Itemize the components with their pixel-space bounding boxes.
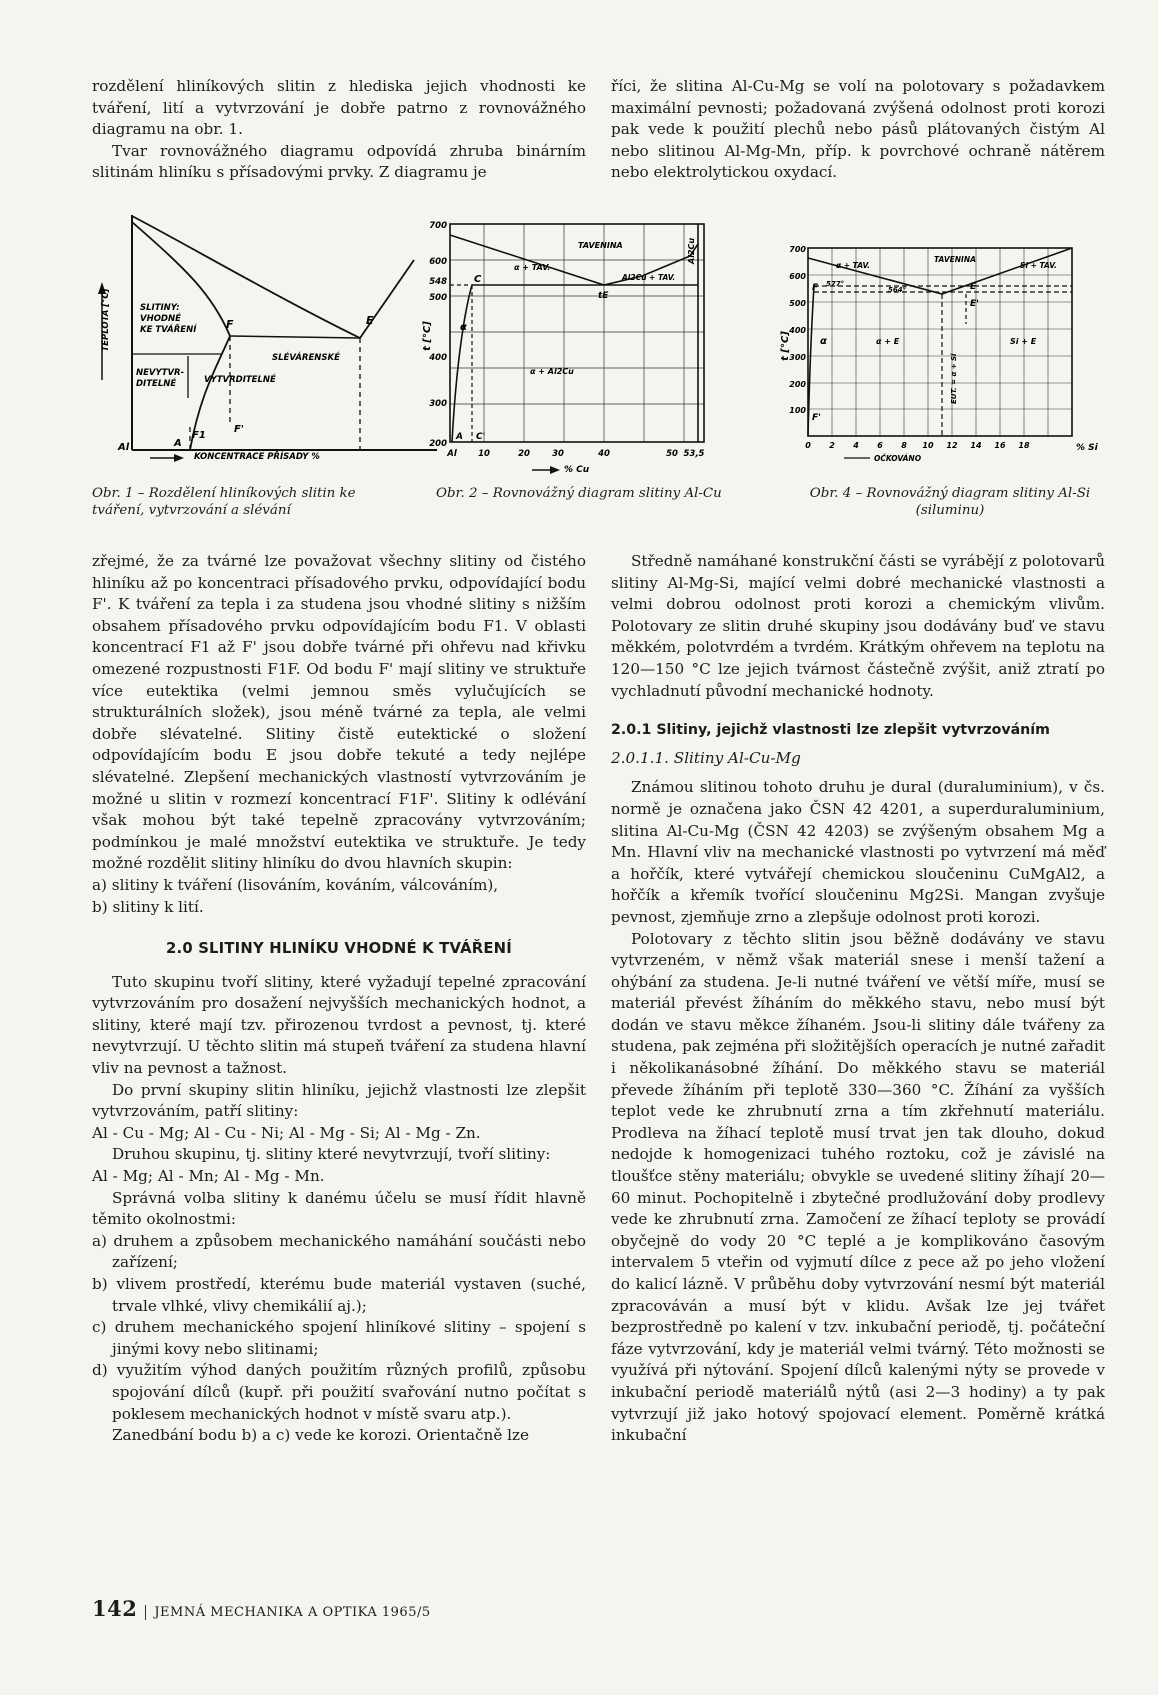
label-forming: KE TVÁŘENÍ xyxy=(140,325,197,335)
x-tick-label: 14 xyxy=(970,441,982,450)
axis-origin-label: Al xyxy=(118,442,130,453)
axis-x-sublabel: OČKOVÁNO xyxy=(874,454,922,463)
label-nonhardenable: DITELNÉ xyxy=(136,379,177,389)
x-tick-label: 10 xyxy=(922,441,934,450)
point-label: F xyxy=(812,283,819,293)
point-label: tE xyxy=(598,291,609,301)
list-item: a) slitiny k tváření (lisováním, kováním, válcováním), xyxy=(92,875,499,894)
caption-line: Obr. 4 – Rovnovážný diagram slitiny Al-Si xyxy=(809,486,1091,501)
paragraph: Al - Cu - Mg; Al - Cu - Ni; Al - Mg - Si; Al - Mg - Zn. xyxy=(92,1123,481,1142)
axis-x-label: % Si xyxy=(1076,443,1098,453)
y-tick-label: 300 xyxy=(789,353,806,362)
y-tick-label: 400 xyxy=(789,326,806,335)
page-footer xyxy=(92,1596,431,1621)
figure-4-caption xyxy=(786,485,1114,519)
point-label: E' xyxy=(970,299,979,309)
region-label: TAVENINA xyxy=(578,241,623,250)
region-label: TAVENINA xyxy=(934,255,976,264)
x-tick-label: 50 xyxy=(666,449,678,459)
region-label: α xyxy=(820,336,827,347)
paragraph: Druhou skupinu, tj. slitiny které nevytvrzují, tvoří slitiny: xyxy=(112,1145,551,1164)
point-label: F1 xyxy=(192,430,206,441)
figure-4 xyxy=(780,244,1104,464)
temperature-label: 564° xyxy=(888,286,907,294)
compound-label: Al2Cu xyxy=(687,237,696,264)
caption-line: (siluminu) xyxy=(915,503,985,518)
list-item: a) druhem a způsobem mechanického namáhání součásti nebo zařízení; xyxy=(92,1231,586,1272)
point-label: E xyxy=(366,314,374,327)
x-tick-label: Al xyxy=(447,449,457,459)
figure-2 xyxy=(422,218,754,478)
region-label: α xyxy=(460,322,467,333)
paragraph: rozdělení hliníkových slitin z hlediska jejich vhodnosti ke tváření, lití a vytvrzování je dobře patrno z rovnovážného diagramu na obr. 1. xyxy=(92,77,586,139)
label-forming: SLITINY: xyxy=(140,303,180,313)
x-tick-label: 20 xyxy=(518,449,530,459)
list-item: b) slitiny k lití. xyxy=(92,897,204,916)
region-label: Si + TAV. xyxy=(1020,261,1057,270)
y-tick-label: 300 xyxy=(429,399,447,409)
paragraph: Al - Mg; Al - Mn; Al - Mg - Mn. xyxy=(92,1167,325,1186)
y-tick-label: 500 xyxy=(429,293,447,303)
paragraph: Zanedbání bodu b) a c) vede ke korozi. Orientačně lze xyxy=(112,1426,529,1445)
x-tick-label: 2 xyxy=(829,441,835,450)
label-forming: VHODNÉ xyxy=(140,314,181,324)
point-label: E xyxy=(970,282,977,292)
axis-y-label: TEPLOTA [°C] xyxy=(101,288,111,352)
figure-1 xyxy=(92,210,442,460)
label-nonhardenable: NEVYTVR- xyxy=(136,368,185,378)
y-tick-label: 500 xyxy=(789,299,806,308)
paragraph: zřejmé, že za tvárné lze považovat všechny slitiny od čistého hliníku až po koncentraci přísadového prvku, odpovídající bodu F'. K tváření za tepla i za studena jsou vhodné slitiny s nižším obsahem přísadového prvku odpovídajícím bodu F1. V oblasti koncentrací F1 až F' jsou dobře tvárné při ohřevu nad křivku omezené rozpustnosti F1F. Od bodu F' mají slitiny ve struktuře více eutektika (velmi jemnou směs vylučujících se strukturálních složek), jsou méně tvárné za tepla, ale velmi dobře slévatelné. Slitiny čistě eutektické o složení odpovídajícím bodu E jsou dobře tekuté a tedy nejlépe slévatelné. Zlepšení mechanických vlastností vytvrzováním je možné u slitin v rozmezí koncentrací F1F'. Slitiny k odlévání však mohou být také tepelně zpracovány vytvrzováním; podmínkou je malé množství eutektika ve struktuře. Je tedy možné rozdělit slitiny hliníku do dvou hlavních skupin: xyxy=(92,552,586,873)
y-tick-label: 200 xyxy=(429,439,447,449)
point-label: F' xyxy=(812,413,821,423)
left-column xyxy=(92,551,586,1447)
paragraph: Tvar rovnovážného diagramu odpovídá zhruba binárním slitinám hliníku s přísadovými prvky. Z diagramu je xyxy=(92,141,586,182)
y-tick-label: 600 xyxy=(789,272,806,281)
x-tick-label: 4 xyxy=(853,441,859,450)
paragraph: Polotovary z těchto slitin jsou běžně dodávány ve stavu vytvrzeném, v němž však materiál snese i menší tažení a ohýbání za studena. Je-li nutné tváření ve větší míře, musí se materiál převést žíháním do měkkého stavu, nebo musí být dodán ve stavu měkce žíhaném. Jsou-li slitiny dále tvářeny za studena, pak zejména při složitějších operacích je nutné zařadit i několikanásobné žíhání. Do měkkého stavu se materiál převede žíháním při teplotě 330—360 °C. Žíhání za vyšších teplot vede ke zhrubnutí zrna a tím zkřehnutí materiálu. Prodleva na žíhací teplotě musí trvat jen tak dlouho, dokud nedojde k homogenizaci tuhého roztoku, což je závislé na tloušťce stěny materiálu; obvykle se uvedené slitiny žíhají 20—60 minut. Pochopitelně i zbytečné prodlužování doby prodlevy vede ke zhrubnutí zrna. Zamočení ze žíhací teploty se provádí obyčejně do vody 20 °C teplé a je komplikováno časovým intervalem 5 vteřin od vyjmutí dílce z pece až po jeho vložení do kalicí lázně. V průběhu doby vytvrzování nesmí být materiál zpracováván a musí být v klidu. Avšak lze jej tvářet bezprostředně po kalení v tzv. inkubační periodě, tj. počáteční fáze vytvrzování, kdy je materiál velmi tvárný. Této možnosti se využívá při nýtování. Spojení dílců kalenými nýty se provede v inkubační periodě materiálů nýtů (asi 2—3 hodiny) a ty pak vytvrzují již jako hotový spojovací element. Poměrně krátká inkubační xyxy=(611,929,1105,1445)
region-label: α + Al2Cu xyxy=(530,367,574,376)
subsubsection-heading: 2.0.1.1. Slitiny Al-Cu-Mg xyxy=(611,748,801,767)
y-tick-label: 548 xyxy=(429,277,447,287)
point-label: A xyxy=(456,432,463,442)
y-tick-label: 200 xyxy=(789,380,806,389)
figure-2-caption: Obr. 2 – Rovnovážný diagram slitiny Al-Cu xyxy=(436,486,722,501)
list-item: d) využitím výhod daných použitím různých profilů, způsobu spojování dílců (kupř. při použití svařování nutno počítat s poklesem mechanických hodnot v místě svaru atp.). xyxy=(92,1361,586,1423)
svg-text:30: 30 xyxy=(552,449,564,459)
y-tick-label: 600 xyxy=(429,257,447,267)
paragraph: říci, že slitina Al-Cu-Mg se volí na polotovary s požadavkem maximální pevnosti; požadovaná zvýšená odolnost proti korozi pak vede k použití plechů nebo pásů plátovaných čistým Al nebo slitinou Al-Mg-Mn, příp. k povrchové ochraně nátěrem nebo elektrolytickou oxydací. xyxy=(611,77,1105,182)
x-tick-label: 8 xyxy=(901,441,907,450)
axis-y-label: t [°C] xyxy=(422,321,433,351)
right-column xyxy=(611,551,1105,1447)
x-tick-label: 12 xyxy=(946,441,958,450)
temperature-label: 577° xyxy=(826,280,845,288)
point-label: A xyxy=(174,438,182,449)
point-label: F' xyxy=(234,424,244,435)
region-label: α + TAV. xyxy=(514,263,551,272)
x-tick-label: 18 xyxy=(1018,441,1030,450)
region-label: α + E xyxy=(876,337,900,346)
region-label: Al2Cu + TAV. xyxy=(622,273,676,282)
section-heading: 2.0 SLITINY HLINÍKU VHODNÉ K TVÁŘENÍ xyxy=(166,940,512,958)
point-label: F xyxy=(226,318,234,331)
y-tick-label: 700 xyxy=(789,245,806,254)
paragraph: Tuto skupinu tvoří slitiny, které vyžadují tepelné zpracování vytvrzováním pro dosažení nejvyšších mechanických hodnot, a slitiny, které mají tzv. přirozenou tvrdost a pevnost, tj. které nevytvrzují. U těchto slitin má stupeň tváření za studena hlavní vliv na pevnost a tažnost. xyxy=(92,972,586,1078)
label-hardenable: VYTVRDITELNÉ xyxy=(204,375,276,385)
y-tick-label: 400 xyxy=(429,353,447,363)
x-tick-label: 16 xyxy=(994,441,1006,450)
region-label: EUT. = α + Si xyxy=(950,353,958,404)
region-label: Si + E xyxy=(1010,337,1037,346)
list-item: c) druhem mechanického spojení hliníkové slitiny – spojení s jinými kovy nebo slitinami; xyxy=(92,1318,586,1358)
x-tick-label: 40 xyxy=(598,449,610,459)
x-tick-label: 53,5 xyxy=(683,449,705,459)
paragraph: Středně namáhané konstrukční části se vyrábějí z polotovarů slitiny Al-Mg-Si, mající velmi dobré mechanické vlastnosti a velmi dobrou odolnost proti korozi a chemickým vlivům. Polotovary ze slitin druhé skupiny jsou dodávány buď ve stavu měkkém, polotvrdém a tvrdém. Krátkým ohřevem na teplotu na 120—150 °C lze jejich tvárnost částečně zvýšit, aniž ztratí po vychladnutí původní mechanické hodnoty. xyxy=(611,552,1105,700)
figure-1-caption: Obr. 1 – Rozdělení hliníkových slitin ke tváření, vytvrzování a slévání xyxy=(92,486,356,518)
top-right-column xyxy=(611,76,1105,184)
page-number: 142 xyxy=(92,1596,138,1621)
axis-x-label: KONCENTRACE PŘÍSADY % xyxy=(194,452,320,462)
label-casting: SLÉVÁRENSKÉ xyxy=(272,353,340,363)
paragraph: Do první skupiny slitin hliníku, jejichž vlastnosti lze zlepšit vytvrzováním, patří slitiny: xyxy=(92,1080,586,1121)
point-label: C xyxy=(474,274,482,285)
x-tick-label: 0 xyxy=(805,441,811,450)
list-item: b) vlivem prostředí, kterému bude materiál vystaven (suché, trvale vlhké, vlivy chemikálií aj.); xyxy=(92,1275,586,1315)
y-tick-label: 700 xyxy=(429,221,447,231)
paragraph: Správná volba slitiny k danému účelu se musí řídit hlavně těmito okolnostmi: xyxy=(92,1188,586,1229)
axis-y-label: t [°C] xyxy=(780,331,791,361)
x-tick-label: 10 xyxy=(478,449,490,459)
paragraph: Známou slitinou tohoto druhu je dural (duraluminium), v čs. normě je označena jako ČSN 42 4201, a superduraluminium, slitina Al-Cu-Mg (ČSN 42 4203) se zvýšeným obsahem Mg a Mn. Hlavní vliv na mechanické vlastnosti po vytvrzení má měď a hořčík, které vytvářejí chemickou sloučeninu CuMgAl2, a hořčík a křemík tvořící sloučeninu Mg2Si. Mangan zvyšuje pevnost, zjemňuje zrno a zlepšuje odolnost proti korozi. xyxy=(611,778,1105,926)
axis-x-label: % Cu xyxy=(564,465,590,475)
subsection-heading: 2.0.1 Slitiny, jejichž vlastnosti lze zlepšit vytvrzováním xyxy=(611,722,1050,739)
point-label: C' xyxy=(476,432,486,442)
journal-name: JEMNÁ MECHANIKA A OPTIKA 1965/5 xyxy=(154,1605,431,1620)
x-tick-label: 6 xyxy=(877,441,883,450)
region-label: α + TAV. xyxy=(836,261,870,270)
footer-divider xyxy=(145,1605,146,1620)
y-tick-label: 100 xyxy=(789,406,806,415)
top-left-column xyxy=(92,76,586,184)
